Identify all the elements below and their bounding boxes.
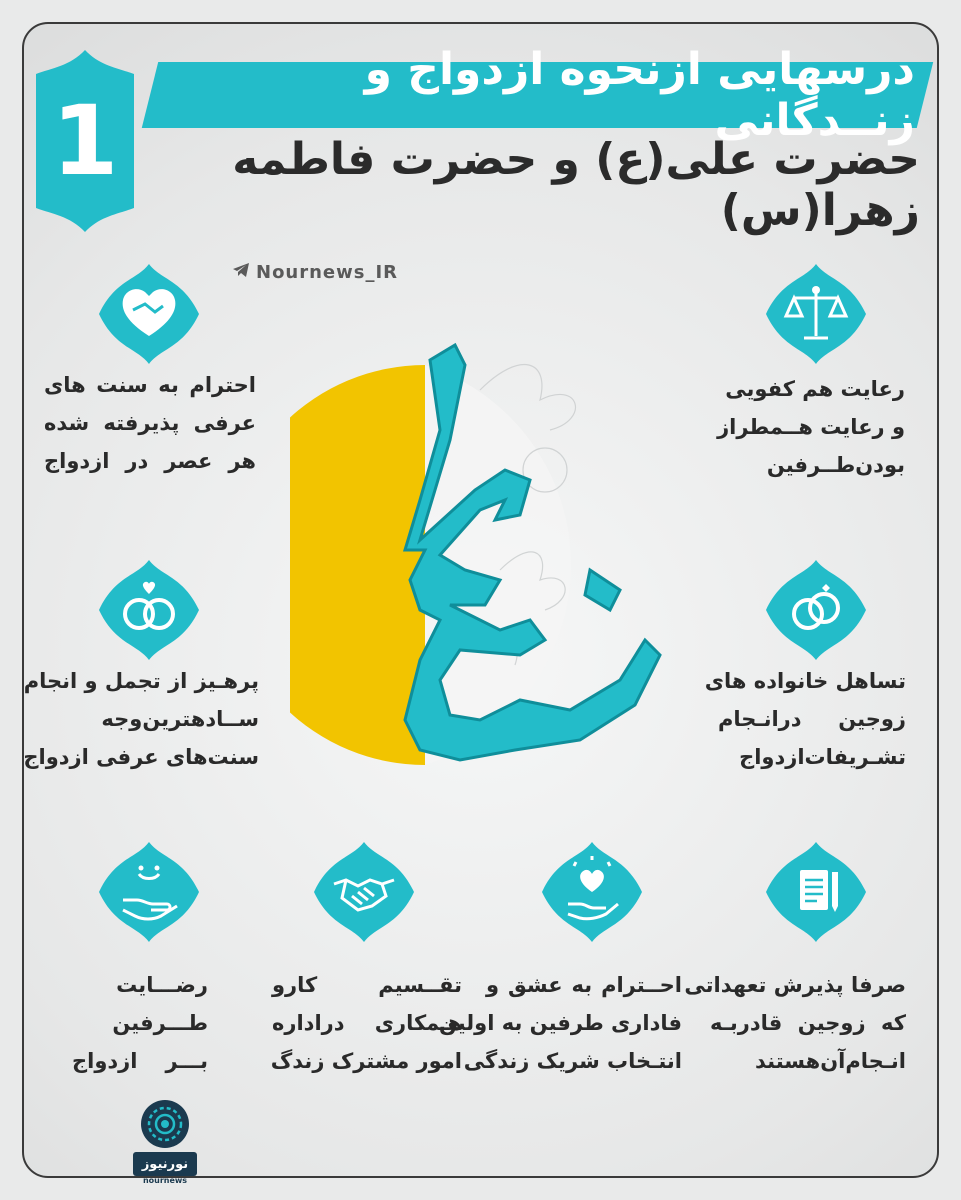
badge-kofvi xyxy=(764,262,868,366)
nournews-logo xyxy=(133,1100,197,1186)
text-line: تقــسیم کارو xyxy=(272,973,462,997)
text-line: پرهـیز از تجمل و انجام xyxy=(23,669,259,693)
badge-consent xyxy=(97,840,201,944)
text-line: رضـــایت xyxy=(116,973,208,997)
badge-tasahol xyxy=(764,558,868,662)
text-line: طـــرفین xyxy=(112,1011,208,1035)
badge-division xyxy=(312,840,416,944)
source-text: Nournews_IR xyxy=(256,262,399,283)
source-tag xyxy=(232,262,398,283)
smile-hand-icon xyxy=(97,840,201,944)
rings-icon xyxy=(764,558,868,662)
badge-respect-custom xyxy=(97,262,201,366)
text-line: هـمکاری دراداره xyxy=(272,1011,462,1035)
page-subtitle: حضرت علی(ع) و حضرت فاطمه زهرا(س) xyxy=(232,134,920,236)
telegram-icon xyxy=(232,262,250,283)
badge-love-loyalty xyxy=(540,840,644,944)
text-line: بـــر ازدواج xyxy=(72,1049,208,1073)
text-line: که زوجین قادربـه xyxy=(710,1011,906,1035)
text-tasahol xyxy=(704,662,906,776)
number-label: 1 xyxy=(51,85,119,197)
text-line: سنت‌های عرفی ازدواج xyxy=(23,745,259,769)
text-kofvi xyxy=(717,370,905,484)
page-title: درسهایی ازنحوه ازدواج و زنــدگانی xyxy=(364,44,915,146)
logo-emblem xyxy=(141,1100,189,1148)
document-icon xyxy=(764,840,868,944)
text-consent xyxy=(72,966,208,1080)
text-line: ســادهترین‌وجه xyxy=(101,707,259,731)
text-line: انـجام‌آن‌هستند xyxy=(755,1049,906,1073)
handshake-icon xyxy=(312,840,416,944)
text-respect-custom xyxy=(44,366,256,480)
text-line: تشـریفات‌ازدواج xyxy=(739,745,906,769)
text-line: احــترام به عشق و xyxy=(486,973,682,997)
badge-commitments xyxy=(764,840,868,944)
number-badge xyxy=(30,48,140,234)
calligraphy-artwork xyxy=(290,320,670,790)
text-avoid-luxury xyxy=(23,662,259,776)
badge-avoid-luxury xyxy=(97,558,201,662)
text-line: امور مشترک زندگ xyxy=(270,1049,462,1073)
text-line: رعایت هم کفویی xyxy=(725,377,905,401)
text-line: عرفی پذیرفته شده xyxy=(44,411,256,435)
text-commitments xyxy=(684,966,906,1080)
text-love-loyalty xyxy=(438,966,682,1080)
text-division xyxy=(272,966,462,1080)
text-line: صرفا پذیرش تعهداتی xyxy=(684,973,906,997)
text-line: هر عصر در ازدواج xyxy=(44,449,256,473)
text-line: تساهل خانواده های xyxy=(704,669,906,693)
text-line: احترام به سنت های xyxy=(44,373,256,397)
text-line: زوجین درانـجام xyxy=(718,707,906,731)
text-line: و رعایت هــمطراز xyxy=(717,415,905,439)
text-line: بودن‌طــرفین xyxy=(766,453,905,477)
text-line: انتـخاب شریک زندگی xyxy=(463,1049,682,1073)
text-line: فاداری طرفین به اولین xyxy=(438,1011,682,1035)
heart-handshake-icon xyxy=(97,262,201,366)
scales-icon xyxy=(764,262,868,366)
rings-heart-icon xyxy=(97,558,201,662)
logo-word: نورنیوز xyxy=(133,1152,197,1176)
hand-heart-icon xyxy=(540,840,644,944)
logo-sub: nournews xyxy=(142,1176,188,1185)
